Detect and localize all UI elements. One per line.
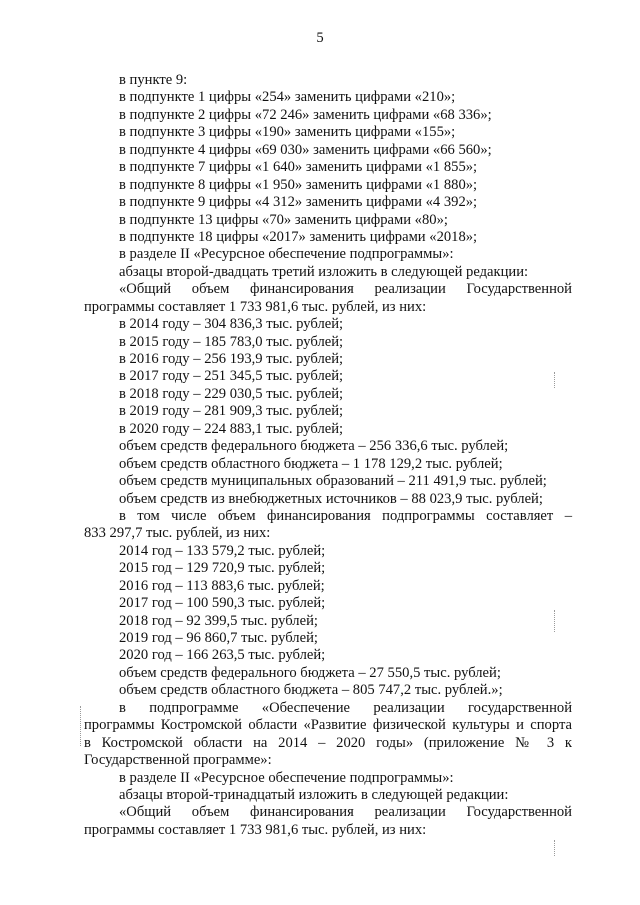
text-line: программы составляет 1 733 981,6 тыс. рублей, из них:: [84, 821, 427, 838]
text-line: объем средств из внебюджетных источников – 88 023,9 тыс. рублей;: [119, 490, 543, 507]
text-line: в подпункте 1 цифры «254» заменить цифрами «210»;: [119, 89, 456, 106]
text-line: в подпункте 7 цифры «1 640» заменить цифрами «1 855»;: [119, 159, 478, 176]
text-line: абзацы второй-тринадцатый изложить в следующей редакции:: [119, 786, 509, 803]
scan-mark: [554, 610, 556, 632]
text-line: объем средств областного бюджета – 805 747,2 тыс. рублей.»;: [119, 682, 503, 699]
text-line: в подпункте 8 цифры «1 950» заменить цифрами «1 880»;: [119, 176, 478, 193]
document-body: [84, 72, 572, 839]
text-line: в подпункте 18 цифры «2017» заменить цифрами «2018»;: [119, 228, 478, 245]
text-line: «Общий объем финансирования реализации Государственной: [119, 804, 572, 821]
text-line: в 2015 году – 185 783,0 тыс. рублей;: [119, 333, 344, 350]
text-line: в подпункте 9 цифры «4 312» заменить цифрами «4 392»;: [119, 194, 478, 211]
text-line: объем средств федерального бюджета – 256 336,6 тыс. рублей;: [119, 438, 509, 455]
text-line: 2017 год – 100 590,3 тыс. рублей;: [119, 595, 326, 612]
scan-mark: [80, 706, 82, 746]
text-line: в подпункте 13 цифры «70» заменить цифрами «80»;: [119, 211, 448, 228]
scan-mark: [554, 840, 556, 856]
text-line: в 2016 году – 256 193,9 тыс. рублей;: [119, 351, 344, 367]
text-line: в подпункте 3 цифры «190» заменить цифрами «155»;: [119, 124, 456, 141]
text-line: в пункте 9:: [119, 72, 188, 88]
text-line: 2014 год – 133 579,2 тыс. рублей;: [119, 542, 326, 559]
scan-mark: [554, 372, 556, 388]
text-line: в подпрограмме «Обеспечение реализации государственной: [119, 699, 572, 716]
text-line: в 2020 году – 224 883,1 тыс. рублей;: [119, 420, 344, 437]
text-line: в разделе II «Ресурсное обеспечение подпрограммы»:: [119, 246, 454, 263]
page-number: 5: [316, 30, 324, 46]
text-line: 2015 год – 129 720,9 тыс. рублей;: [119, 560, 326, 577]
text-line: в 2017 году – 251 345,5 тыс. рублей;: [119, 368, 344, 385]
text-line: в 2014 году – 304 836,3 тыс. рублей;: [119, 316, 344, 333]
text-line: объем средств муниципальных образований – 211 491,9 тыс. рублей;: [119, 473, 547, 490]
text-line: объем средств областного бюджета – 1 178 129,2 тыс. рублей;: [119, 455, 503, 472]
text-line: программы составляет 1 733 981,6 тыс. рублей, из них:: [84, 298, 427, 315]
text-line: в 2019 году – 281 909,3 тыс. рублей;: [119, 403, 344, 420]
text-line: 2018 год – 92 399,5 тыс. рублей;: [119, 612, 318, 629]
text-line: в 2018 году – 229 030,5 тыс. рублей;: [119, 385, 344, 402]
text-line: 2020 год – 166 263,5 тыс. рублей;: [119, 647, 326, 664]
text-line: в подпункте 4 цифры «69 030» заменить цифрами «66 560»;: [119, 141, 492, 158]
text-line: 833 297,7 тыс. рублей, из них:: [84, 525, 271, 542]
text-line: абзацы второй-двадцать третий изложить в следующей редакции:: [119, 263, 529, 280]
text-line: «Общий объем финансирования реализации Государственной: [119, 281, 572, 298]
text-line: объем средств федерального бюджета – 27 550,5 тыс. рублей;: [119, 664, 501, 681]
text-line: в подпункте 2 цифры «72 246» заменить цифрами «68 336»;: [119, 106, 492, 123]
text-line: Государственной программе»:: [84, 752, 272, 769]
text-line: в Костромской области на 2014 – 2020 годы» (приложение № 3 к: [84, 734, 572, 751]
text-line: 2019 год – 96 860,7 тыс. рублей;: [119, 630, 318, 646]
text-line: программы Костромской области «Развитие физической культуры и спорта: [84, 717, 572, 734]
text-line: в том числе объем финансирования подпрограммы составляет –: [119, 507, 572, 524]
text-line: в разделе II «Ресурсное обеспечение подпрограммы»:: [119, 769, 454, 786]
text-line: 2016 год – 113 883,6 тыс. рублей;: [119, 577, 325, 594]
